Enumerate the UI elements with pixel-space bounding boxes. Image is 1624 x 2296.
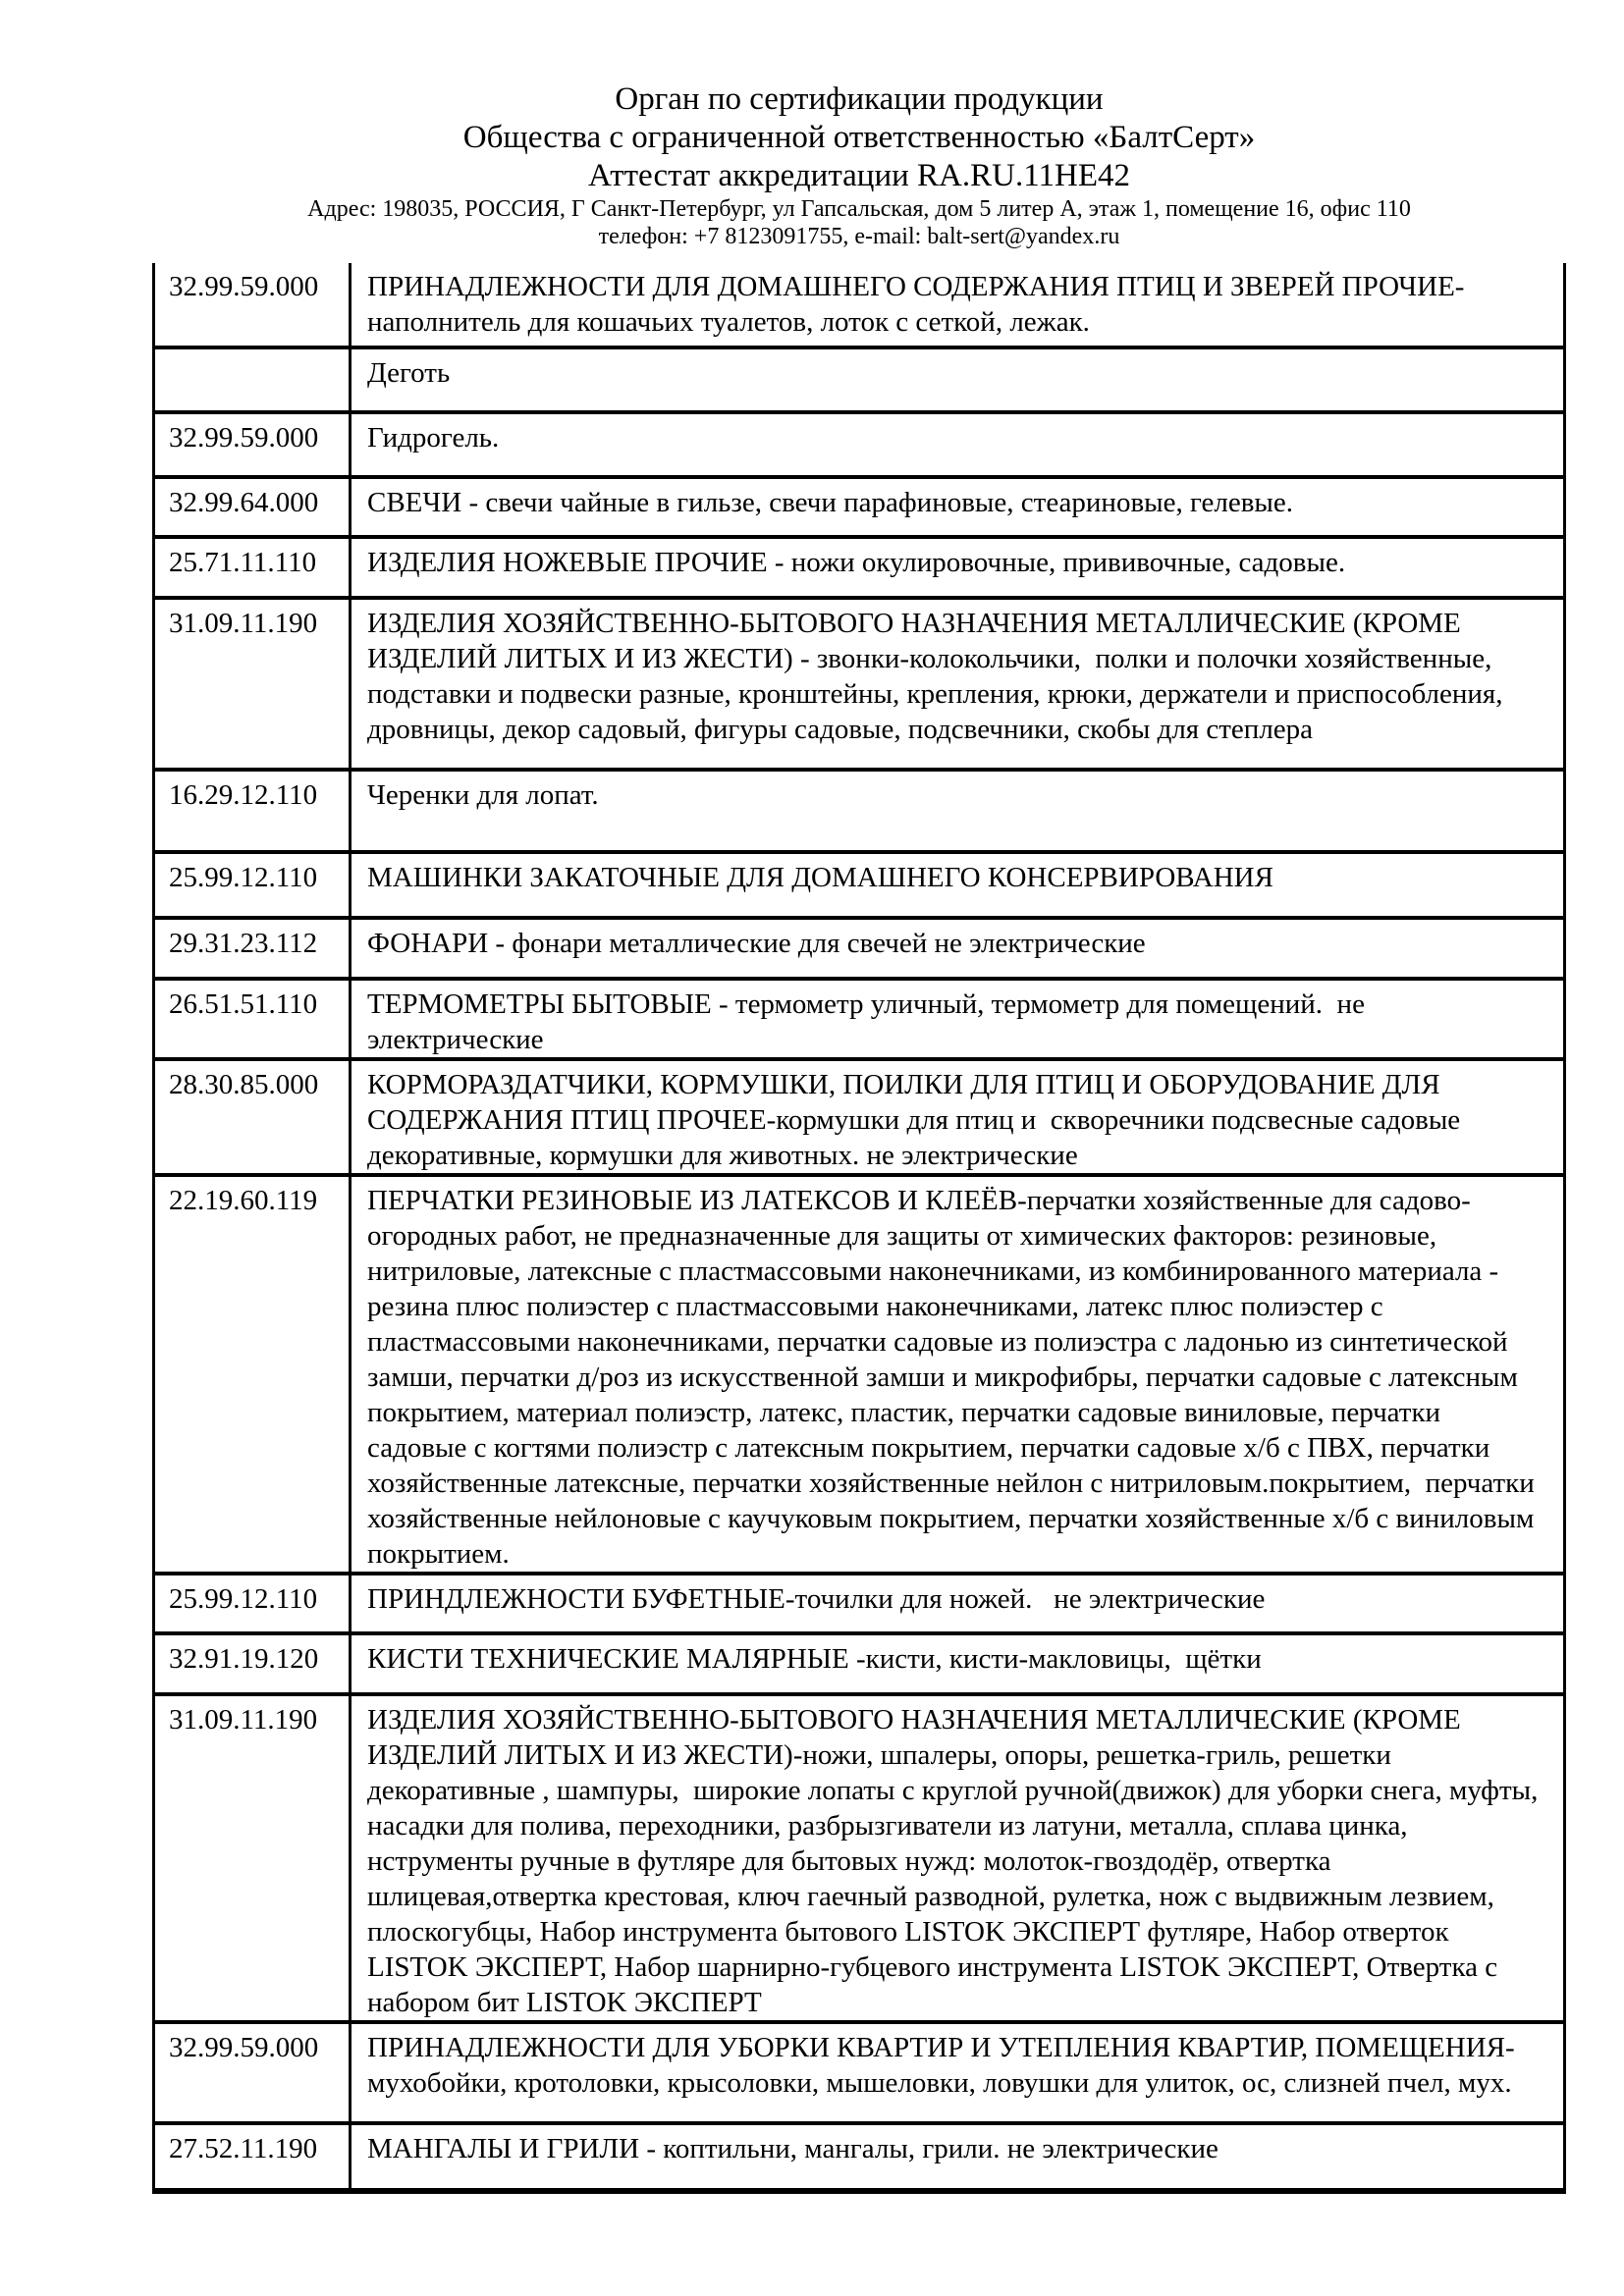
table-row [155, 539, 1563, 600]
table-row [155, 1696, 1563, 2024]
product-description-cell: ИЗДЕЛИЯ ХОЗЯЙСТВЕННО-БЫТОВОГО НАЗНАЧЕНИЯ МЕТАЛЛИЧЕСКИЕ (КРОМЕ ИЗДЕЛИЙ ЛИТЫХ И ИЗ ЖЕСТИ)-ножи, шпалеры, опоры, решетка-гриль, решетки декоративные , шампуры, широкие лопаты с круглой ручной(движок) для уборки снега, муфты, насадки для полива, переходники, разбрызгиватели из латуни, металла, сплава цинка, нструменты ручные в футляре для бытовых нужд: молоток-гвоздодёр, отвертка шлицевая,отвертка крестовая, ключ гаечный разводной, рулетка, нож с выдвижным лезвием, плоскогубцы, Набор инструмента бытового LISTOK ЭКСПЕРТ футляре, Набор отверток LISTOK ЭКСПЕРТ, Набор шарнирно-губцевого инструмента LISTOK ЭКСПЕРТ, Отвертка с набором бит LISTOK ЭКСПЕРТ [367, 1704, 1545, 2018]
table-row [155, 772, 1563, 854]
header-company-line: Общества с ограниченной ответственностью «БалтСерт» [462, 120, 1256, 155]
table-row [155, 600, 1563, 772]
header-address-line: Адрес: 198035, РОССИЯ, Г Санкт-Петербург, ул Гапсальская, дом 5 литер А, этаж 1, помещение 16, офис 110 [307, 196, 1411, 222]
product-description-cell: КОРМОРАЗДАТЧИКИ, КОРМУШКИ, ПОИЛКИ ДЛЯ ПТИЦ И ОБОРУДОВАНИЕ ДЛЯ СОДЕРЖАНИЯ ПТИЦ ПРОЧЕЕ-кормушки для птиц и скворечники подсвесные садовые декоративные, кормушки для животных. не электрические [367, 1069, 1468, 1171]
table-row [155, 1061, 1563, 1177]
table-row [155, 349, 1563, 414]
product-code-cell: 32.99.59.000 [155, 414, 352, 475]
product-code-cell: 27.52.11.190 [155, 2125, 352, 2188]
product-code-cell: 31.09.11.190 [155, 600, 352, 768]
product-code-cell [155, 349, 352, 410]
product-description-cell: МАШИНКИ ЗАКАТОЧНЫЕ ДЛЯ ДОМАШНЕГО КОНСЕРВИРОВАНИЯ [367, 862, 1273, 893]
product-description-cell: СВЕЧИ - свечи чайные в гильзе, свечи парафиновые, стеариновые, гелевые. [367, 487, 1294, 518]
table-row [155, 854, 1563, 920]
product-code-cell: 25.99.12.110 [155, 854, 352, 916]
product-description-cell: ПЕРЧАТКИ РЕЗИНОВЫЕ ИЗ ЛАТЕКСОВ И КЛЕЁВ-перчатки хозяйственные для садово-огородных работ, не предназначенные для защиты от химических факторов: резиновые, нитриловые, латексные с пластмассовыми наконечниками, из комбинированного материала - резина плюс полиэстер с пластмассовыми наконечниками, латекс плюс полиэстер с пластмассовыми наконечниками, перчатки садовые из полиэстра с ладонью из синтетической замши, перчатки д/роз из искусственной замши и микрофибры, перчатки садовые с латексным покрытием, материал полиэстр, латекс, пластик, перчатки садовые виниловые, перчатки садовые с когтями полиэстр с латексным покрытием, перчатки садовые х/б с ПВХ, перчатки хозяйственные латексные, перчатки хозяйственные нейлон с нитриловым.покрытием, перчатки хозяйственные нейлоновые с каучуковым покрытием, перчатки хозяйственные х/б с виниловым покрытием. [367, 1185, 1543, 1570]
table-row [155, 1635, 1563, 1696]
product-code-cell: 32.99.59.000 [155, 2024, 352, 2121]
header-accreditation-line: Аттестат аккредитации RA.RU.11HE42 [588, 158, 1130, 193]
product-code-cell: 16.29.12.110 [155, 772, 352, 850]
product-code-cell: 32.91.19.120 [155, 1635, 352, 1692]
header-org-line: Орган по сертификации продукции [615, 81, 1104, 117]
table-row [155, 981, 1563, 1061]
product-code-cell: 25.99.12.110 [155, 1575, 352, 1631]
product-description-cell: КИСТИ ТЕХНИЧЕСКИЕ МАЛЯРНЫЕ -кисти, кисти-макловицы, щётки [367, 1643, 1262, 1675]
product-code-cell: 31.09.11.190 [155, 1696, 352, 2020]
product-description-cell: ИЗДЕЛИЯ ХОЗЯЙСТВЕННО-БЫТОВОГО НАЗНАЧЕНИЯ МЕТАЛЛИЧЕСКИЕ (КРОМЕ ИЗДЕЛИЙ ЛИТЫХ И ИЗ ЖЕСТИ) - звонки-колокольчики, полки и полочки хозяйственные, подставки и подвески разные, кронштейны, крепления, крюки, держатели и приспособления, дровницы, декор садовый, фигуры садовые, подсвечники, скобы для степлера [367, 608, 1517, 745]
product-description-cell: МАНГАЛЫ И ГРИЛИ - коптильни, мангалы, грили. не электрические [367, 2133, 1218, 2164]
product-code-cell: 25.71.11.110 [155, 539, 352, 596]
table-row [155, 920, 1563, 981]
header-contact-line: телефон: +7 8123091755, e-mail: balt-sert@yandex.ru [598, 224, 1120, 249]
product-description-cell: ПРИНДЛЕЖНОСТИ БУФЕТНЫЕ-точилки для ножей. не электрические [367, 1583, 1266, 1615]
table-row [155, 2024, 1563, 2125]
product-code-cell: 22.19.60.119 [155, 1177, 352, 1572]
certification-header [152, 0, 1566, 250]
table-row [155, 1575, 1563, 1635]
products-table [152, 263, 1566, 2194]
product-description-cell: ТЕРМОМЕТРЫ БЫТОВЫЕ - термометр уличный, термометр для помещений. не электрические [367, 988, 1373, 1055]
product-code-cell: 26.51.51.110 [155, 981, 352, 1057]
product-description-cell: ПРИНАДЛЕЖНОСТИ ДЛЯ ДОМАШНЕГО СОДЕРЖАНИЯ ПТИЦ И ЗВЕРЕЙ ПРОЧИЕ-наполнитель для кошачьих туалетов, лоток с сеткой, лежак. [367, 271, 1465, 338]
product-code-cell: 32.99.59.000 [155, 263, 352, 346]
table-row [155, 263, 1563, 349]
table-row [155, 414, 1563, 479]
product-description-cell: Гидрогель. [367, 422, 500, 454]
table-row [155, 2125, 1563, 2188]
table-row [155, 479, 1563, 539]
product-code-cell: 29.31.23.112 [155, 920, 352, 977]
product-description-cell: ФОНАРИ - фонари металлические для свечей не электрические [367, 928, 1146, 959]
table-row [155, 1177, 1563, 1575]
product-code-cell: 28.30.85.000 [155, 1061, 352, 1173]
product-description-cell: Черенки для лопат. [367, 779, 599, 811]
product-description-cell: ИЗДЕЛИЯ НОЖЕВЫЕ ПРОЧИЕ - ножи окулировочные, прививочные, садовые. [367, 547, 1346, 578]
product-description-cell: ПРИНАДЛЕЖНОСТИ ДЛЯ УБОРКИ КВАРТИР И УТЕПЛЕНИЯ КВАРТИР, ПОМЕЩЕНИЯ-мухобойки, кротоловки, крысоловки, мышеловки, ловушки для улиток, ос, слизней пчел, мух. [367, 2032, 1515, 2099]
product-code-cell: 32.99.64.000 [155, 479, 352, 535]
product-description-cell: Деготь [367, 357, 451, 389]
